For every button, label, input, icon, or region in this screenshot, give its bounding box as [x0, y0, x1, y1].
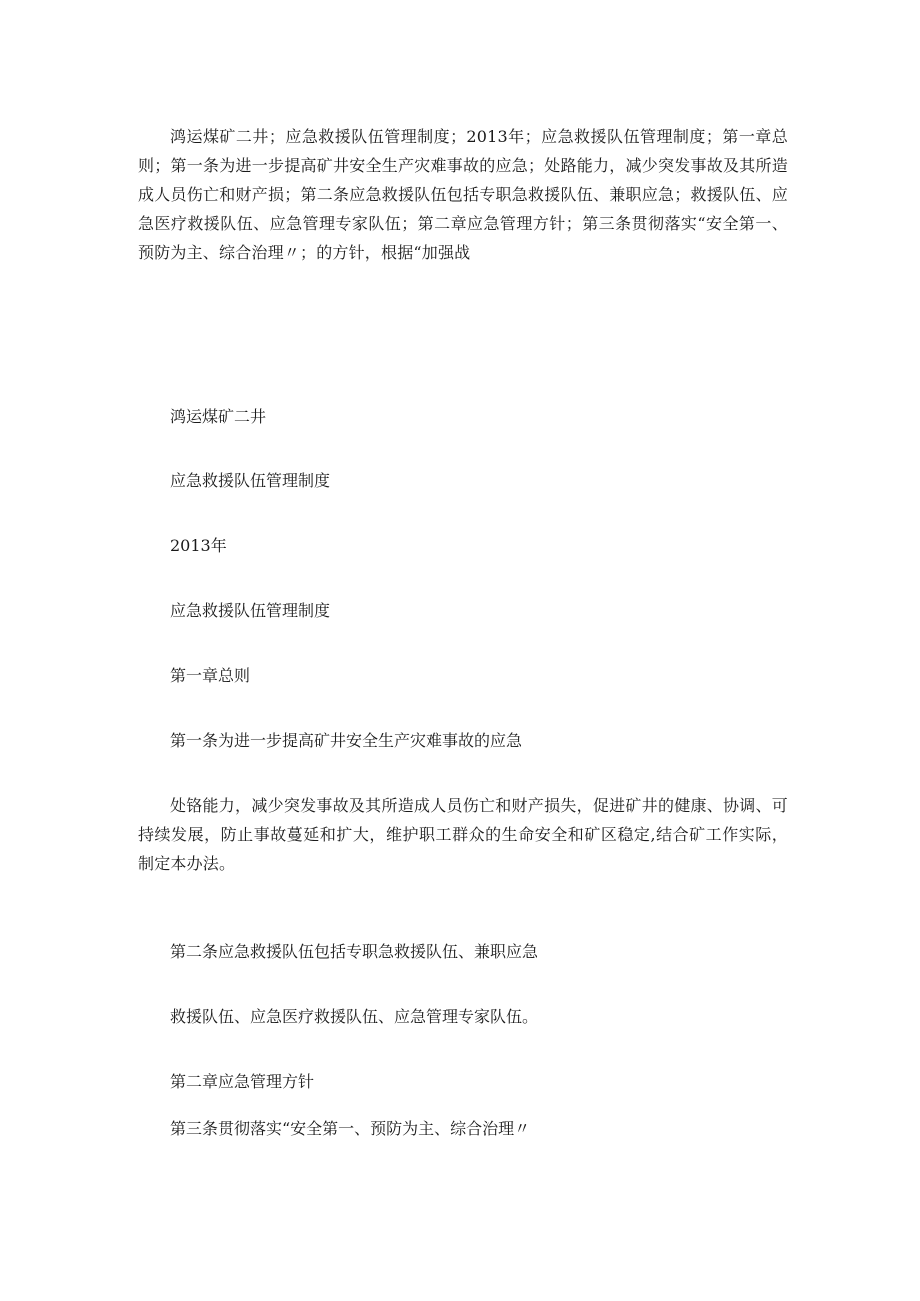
- document-year: 2013年: [170, 536, 227, 555]
- article-1-body: 处铬能力，减少突发事故及其所造成人员伤亡和财产损失，促进矿井的健康、协调、可持续发展，防止事故蔓延和扩大，维护职工群众的生命安全和矿区稳定,结合矿工作实际，制定本办法。: [138, 796, 788, 873]
- document-title: 应急救援队伍管理制度: [170, 471, 331, 490]
- mine-name: 鸿运煤矿二井: [170, 407, 267, 426]
- article-2-body: 救援队伍、应急医疗救援队伍、应急管理专家队伍。: [170, 1007, 539, 1026]
- article-1-heading: 第一条为进一步提高矿井安全生产灾难事故的应急: [170, 731, 523, 750]
- summary-paragraph: 鸿运煤矿二井；应急救援队伍管理制度；2013年；应急救援队伍管理制度；第一章总则；第一条为进一步提高矿井安全生产灾难事故的应急；处路能力，减少突发事故及其所造成人员伤亡和财产损；第二条应急救援队伍包括专职急救援队伍、兼职应急；救援队伍、应急医疗救援队伍、应急管理专家队伍；第二章应急管理方针；第三条贯彻落实“安全第一、预防为主、综合治理〃；的方针，根据“加强战: [138, 127, 788, 262]
- article-2-heading: 第二条应急救援队伍包括专职急救援队伍、兼职应急: [170, 942, 539, 961]
- article-3-heading: 第三条贯彻落实“安全第一、预防为主、综合治理〃: [170, 1119, 531, 1138]
- chapter-2-heading: 第二章应急管理方针: [170, 1072, 315, 1091]
- document-title-repeat: 应急救援队伍管理制度: [170, 601, 331, 620]
- chapter-1-heading: 第一章总则: [170, 666, 251, 685]
